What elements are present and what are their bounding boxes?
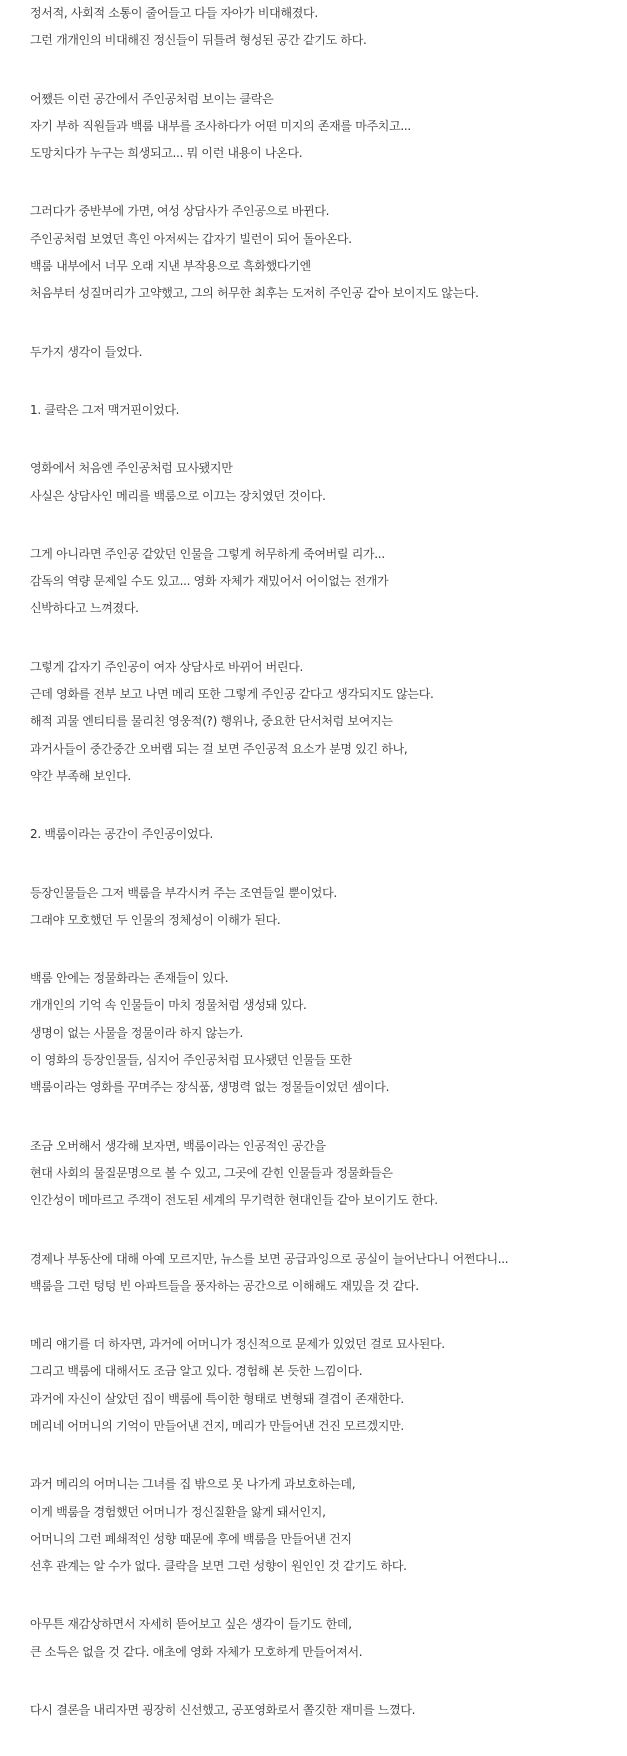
paragraph-line: 신박하다고 느껴졌다. <box>30 601 139 616</box>
paragraph-line: 사실은 상담사인 메리를 백룸으로 이끄는 장치였던 것이다. <box>30 488 326 503</box>
paragraph-line: 등장인물들은 그저 백룸을 부각시켜 주는 조연들일 뿐이었다. <box>30 885 337 900</box>
paragraph-line: 어머니의 그런 폐쇄적인 성향 때문에 후에 백룸을 만들어낸 건지 <box>30 1531 352 1546</box>
paragraph-line: 그게 아니라면 주인공 같았던 인물을 그렇게 허무하게 죽여버릴 리가... <box>30 546 385 561</box>
paragraph-line: 정서적, 사회적 소통이 줄어들고 다들 자아가 비대해졌다. <box>30 6 318 20</box>
post-body <box>30 0 620 1755</box>
paragraph-line: 두가지 생각이 들었다. <box>30 344 143 359</box>
paragraph-line: 영화에서 처음엔 주인공처럼 묘사됐지만 <box>30 461 233 476</box>
paragraph <box>30 86 620 168</box>
paragraph <box>30 0 620 55</box>
paragraph <box>30 1331 620 1440</box>
paragraph <box>30 821 620 848</box>
paragraph <box>30 455 620 510</box>
paragraph-line: 그리고 백룸에 대해서도 조금 알고 있다. 경험해 본 듯한 느낌이다. <box>30 1364 363 1379</box>
paragraph <box>30 880 620 935</box>
paragraph-line: 선후 관계는 알 수가 없다. 클락을 보면 그런 성향이 원인인 것 같기도 하다. <box>30 1559 407 1574</box>
paragraph <box>30 1471 620 1580</box>
paragraph-line: 그러다가 중반부에 가면, 여성 상담사가 주인공으로 바뀐다. <box>30 204 330 219</box>
paragraph-line: 어쨌든 이런 공간에서 주인공처럼 보이는 클락은 <box>30 91 274 106</box>
paragraph-line: 아무튼 재감상하면서 자세히 뜯어보고 싶은 생각이 들기도 한데, <box>30 1617 352 1632</box>
paragraph <box>30 198 620 307</box>
paragraph-line: 큰 소득은 없을 것 같다. 애초에 영화 자체가 모호하게 만들어져서. <box>30 1644 363 1659</box>
paragraph-line: 다시 결론을 내리자면 굉장히 신선했고, 공포영화로서 쫄깃한 재미를 느꼈다. <box>30 1703 416 1718</box>
paragraph <box>30 1697 620 1724</box>
paragraph-line: 이 영화의 등장인물들, 심지어 주인공처럼 묘사됐던 인물들 또한 <box>30 1053 352 1068</box>
paragraph-line: 백룸 내부에서 너무 오래 지낸 부작용으로 흑화했다기엔 <box>30 259 311 274</box>
paragraph-line: 백룸 안에는 정물화라는 존재들이 있다. <box>30 971 229 986</box>
paragraph-line: 메리네 어머니의 기억이 만들어낸 건지, 메리가 만들어낸 건진 모르겠지만. <box>30 1418 404 1433</box>
paragraph-line: 메리 얘기를 더 하자면, 과거에 어머니가 정신적으로 문제가 있었던 걸로 묘사된다. <box>30 1337 445 1352</box>
paragraph-line: 백룸이라는 영화를 꾸며주는 장식품, 생명력 없는 정물들이었던 셈이다. <box>30 1080 390 1095</box>
paragraph <box>30 1133 620 1215</box>
paragraph-line: 근데 영화를 전부 보고 나면 메리 또한 그렇게 주인공 같다고 생각되지도 않는다. <box>30 687 434 702</box>
paragraph-line: 이게 백룸을 경험했던 어머니가 정신질환을 앓게 돼서인지, <box>30 1504 326 1519</box>
paragraph-line: 도망치다가 누구는 희생되고... 뭐 이런 내용이 나온다. <box>30 146 303 161</box>
paragraph-line: 자기 부하 직원들과 백룸 내부를 조사하다가 어떤 미지의 존재를 마주치고... <box>30 118 411 133</box>
paragraph <box>30 541 620 623</box>
paragraph-line: 생명이 없는 사물을 정물이라 하지 않는가. <box>30 1025 244 1040</box>
paragraph <box>30 965 620 1101</box>
paragraph-line: 처음부터 성질머리가 고약했고, 그의 허무한 최후는 도저히 주인공 같아 보이지도 않는다. <box>30 286 479 301</box>
paragraph-line: 1. 클락은 그저 맥거핀이었다. <box>30 402 180 417</box>
paragraph <box>30 1246 620 1301</box>
paragraph-line: 과거사들이 중간중간 오버랩 되는 걸 보면 주인공적 요소가 분명 있긴 하나, <box>30 741 408 756</box>
paragraph-line: 그런 개개인의 비대해진 정신들이 뒤틀려 형성된 공간 같기도 하다. <box>30 33 367 48</box>
paragraph-line: 주인공처럼 보였던 흑인 아저씨는 갑자기 빌런이 되어 돌아온다. <box>30 231 352 246</box>
paragraph-line: 감독의 역량 문제일 수도 있고... 영화 자체가 재밌어서 어이없는 전개가 <box>30 574 389 589</box>
paragraph <box>30 654 620 790</box>
paragraph-line: 약간 부족해 보인다. <box>30 768 131 783</box>
paragraph-line: 그렇게 갑자기 주인공이 여자 상담사로 바뀌어 버린다. <box>30 659 304 674</box>
paragraph-line: 개개인의 기억 속 인물들이 마치 정물처럼 생성돼 있다. <box>30 998 307 1013</box>
paragraph-line: 그래야 모호했던 두 인물의 정체성이 이해가 된다. <box>30 912 281 927</box>
paragraph-line: 경제나 부동산에 대해 아예 모르지만, 뉴스를 보면 공급과잉으로 공실이 늘어난다니 어쩐다니... <box>30 1251 509 1266</box>
paragraph-line: 해적 괴물 엔티티를 물리친 영웅적(?) 행위나, 중요한 단서처럼 보여지는 <box>30 714 393 729</box>
paragraph <box>30 339 620 366</box>
paragraph-line: 백룸을 그런 텅텅 빈 아파트들을 풍자하는 공간으로 이해해도 재밌을 것 같다. <box>30 1278 419 1293</box>
paragraph-line: 현대 사회의 물질문명으로 볼 수 있고, 그곳에 갇힌 인물들과 정물화들은 <box>30 1165 393 1180</box>
paragraph-line: 조금 오버해서 생각해 보자면, 백룸이라는 인공적인 공간을 <box>30 1138 326 1153</box>
paragraph-line: 인간성이 메마르고 주객이 전도된 세계의 무기력한 현대인들 같아 보이기도 한다. <box>30 1193 438 1208</box>
paragraph-line: 과거 메리의 어머니는 그녀를 집 밖으로 못 나가게 과보호하는데, <box>30 1477 356 1492</box>
paragraph <box>30 1611 620 1666</box>
paragraph-line: 2. 백룸이라는 공간이 주인공이었다. <box>30 827 213 842</box>
paragraph-line: 과거에 자신이 살았던 집이 백룸에 특이한 형태로 변형돼 결겹이 존재한다. <box>30 1391 404 1406</box>
paragraph <box>30 397 620 424</box>
